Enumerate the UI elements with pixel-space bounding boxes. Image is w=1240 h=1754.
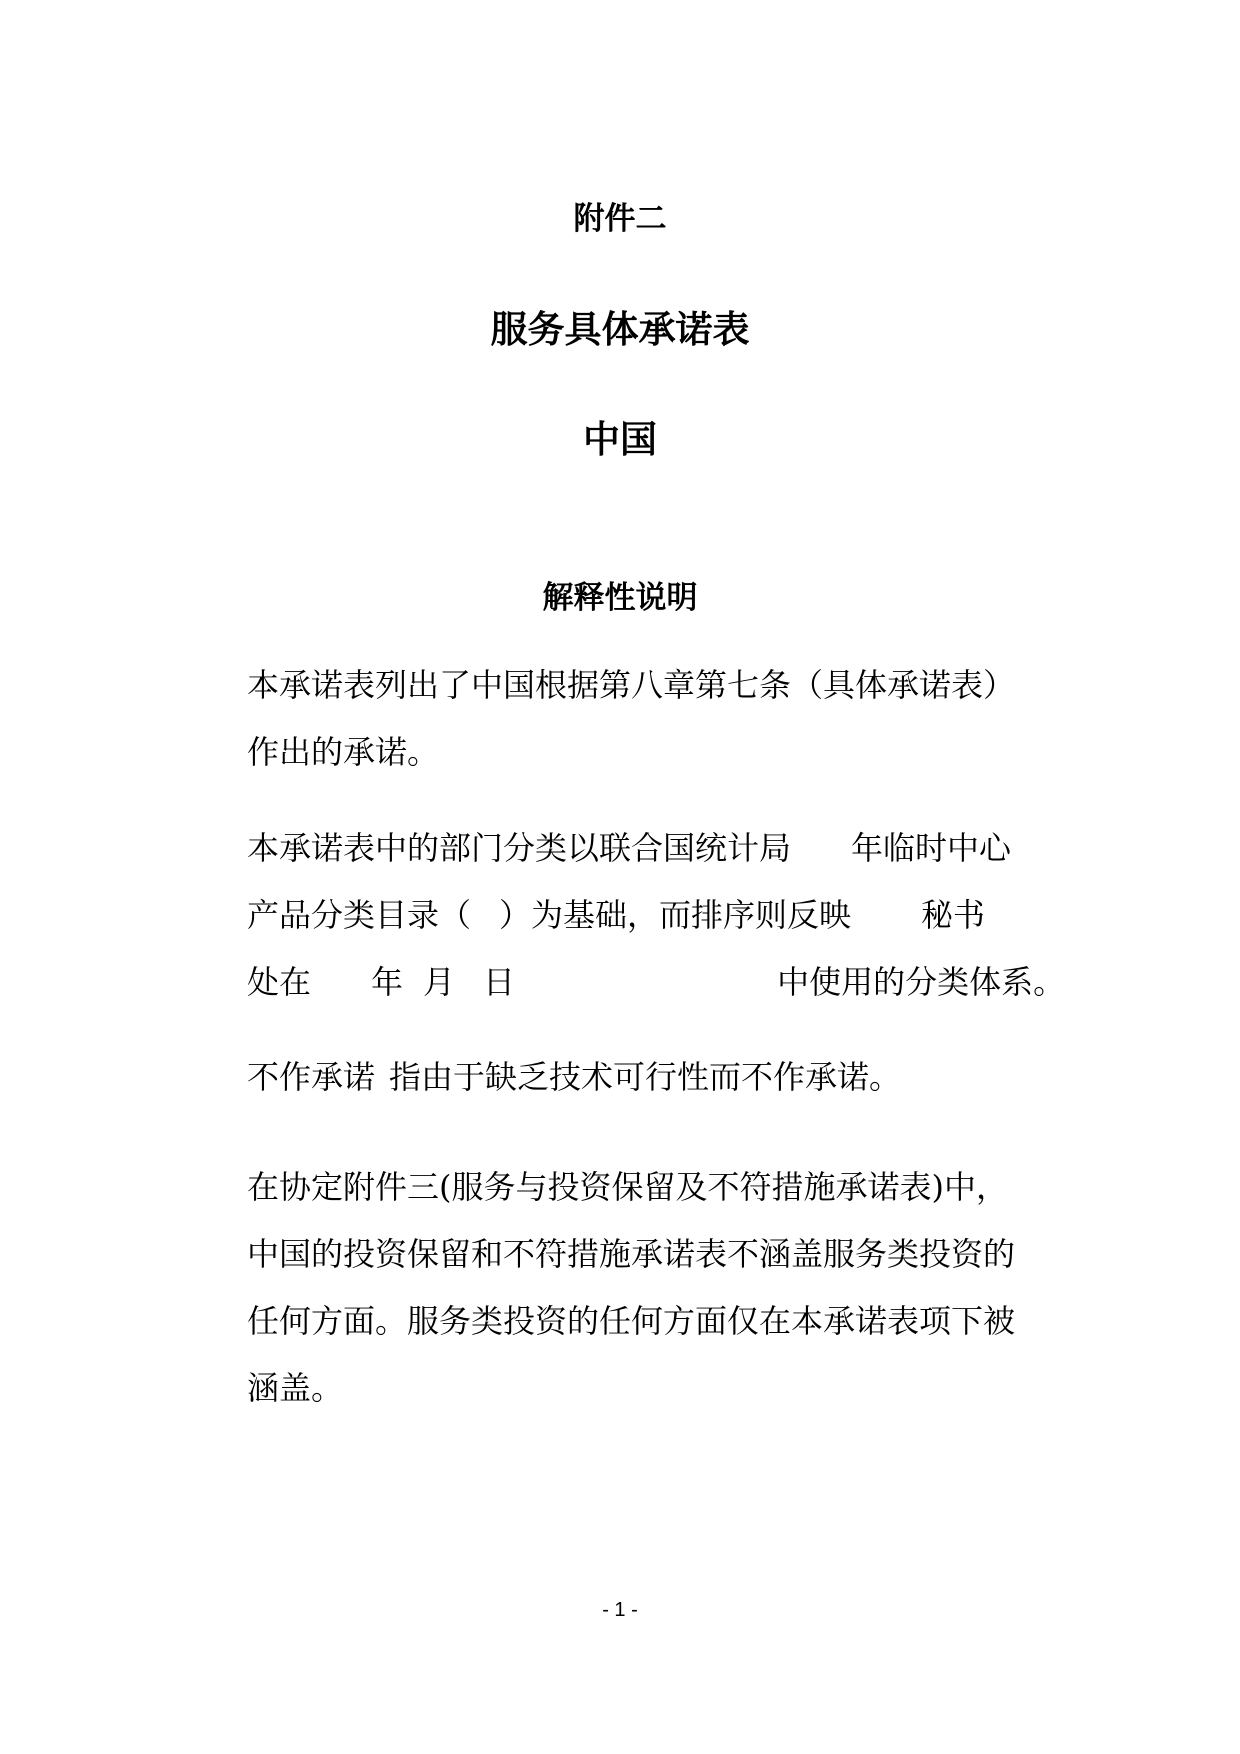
paragraph-unbound-definition [247, 1044, 1097, 1111]
page-number: - 1 - [602, 1599, 638, 1621]
paragraph-line: 本承诺表列出了中国根据第八章第七条（具体承诺表） [247, 666, 1016, 704]
text-fragment: 中使用的分类体系。 [777, 963, 1066, 1001]
paragraph-line [247, 949, 1097, 1016]
paragraph-commitments-scope [247, 652, 1097, 786]
paragraph-investment-coverage [247, 1154, 1097, 1422]
paragraph-line: 中国的投资保留和不符措施承诺表不涵盖服务类投资的 [247, 1235, 1016, 1273]
paragraph-sector-classification [247, 815, 1097, 1016]
paragraph-line: 在协定附件三(服务与投资保留及不符措施承诺表)中， [247, 1168, 1008, 1206]
paragraph-line: 作出的承诺。 [247, 733, 440, 771]
country-heading: 中国 [583, 418, 657, 461]
paragraph-line [247, 882, 1097, 949]
document-title: 服务具体承诺表 [490, 308, 750, 351]
text-fragment: 秘书 [921, 896, 986, 934]
paragraph-line [247, 815, 1097, 882]
text-fragment: ）为基础，而排序则反映 [499, 896, 852, 934]
paragraph-line: 涵盖。 [247, 1369, 344, 1407]
paragraph-line [247, 1044, 1097, 1111]
text-fragment: 产品分类目录（ [247, 896, 472, 934]
explanatory-notes-heading: 解释性说明 [542, 580, 698, 616]
text-fragment: 日 [483, 963, 516, 1001]
text-fragment: 年 [371, 963, 404, 1001]
text-fragment: 本承诺表中的部门分类以联合国统计局 [247, 829, 792, 867]
text-fragment: 月 [423, 963, 456, 1001]
defined-term: 不作承诺 [247, 1058, 376, 1096]
paragraph-line: 任何方面。服务类投资的任何方面仅在本承诺表项下被 [247, 1302, 1016, 1340]
term-definition: 指由于缺乏技术可行性而不作承诺。 [389, 1058, 902, 1096]
text-fragment: 处在 [247, 963, 312, 1001]
text-fragment: 年临时中心 [851, 829, 1012, 867]
annex-label: 附件二 [573, 201, 667, 237]
